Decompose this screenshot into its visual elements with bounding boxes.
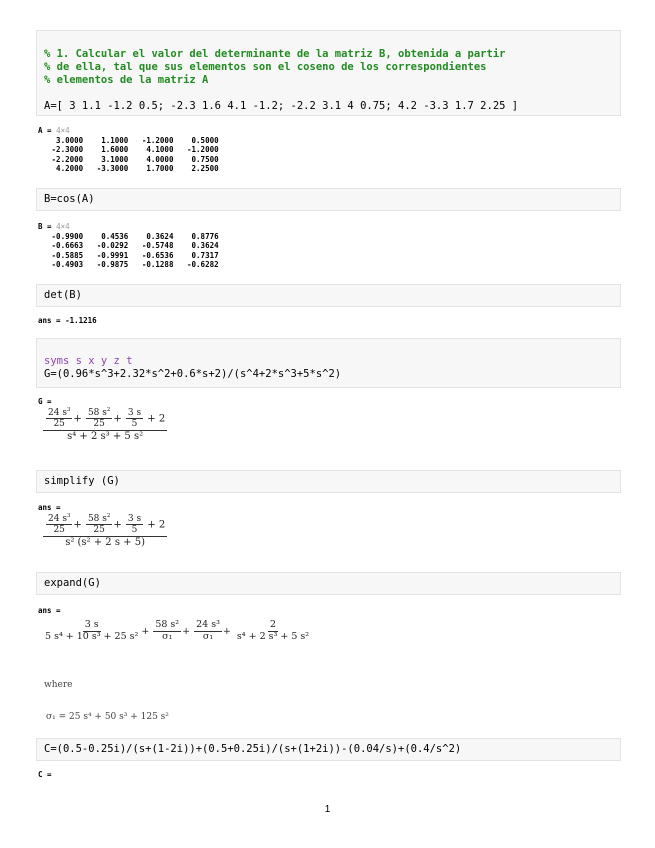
fraction-g-denominator: s⁴ + 2 s³ + 5 s² [67,430,144,442]
fraction-g [43,408,167,442]
output-g-header: G = [38,397,52,406]
output-simplify-formula [42,514,168,548]
output-expand-formula: $\frac{3 s}{\text{5 s⁴ + 10 s³ + 25 s²}}$ + $\frac{\text{58 s²}}{\text{σ₁}}$ + $\frac{\text{24 s³}}{\text{σ₁}}$ + $\frac{2}{\text{s⁴ + 2 s³ + 5 s²}}$ [45,619,310,642]
page-number: 1 [324,804,331,815]
where-label: where [44,680,73,690]
code-block-c[interactable] [36,738,621,761]
fraction-simplify-numerator: $\frac{24 s^3}{25}$ + $\frac{58 s^2}{25}$ + $\frac{3 s}{5}$ + 2 [43,514,167,537]
coef-b: $\frac{58 s^2}{25}$ [87,407,111,430]
code-block-matrix-a[interactable] [36,30,621,116]
expand-term-3: $\frac{\text{24 s³}}{\text{σ₁}}$ [196,619,220,642]
output-a-row-3: -2.2000 3.1000 4.0000 0.7500 [38,154,219,164]
code-line-expand: expand(G) [44,577,101,589]
output-b-row-2: -0.6663 -0.0292 -0.5748 0.3624 [38,241,219,251]
coef-c: $\frac{3 s}{5}$ [127,408,142,430]
sigma-definition: σ₁ = 25 s⁴ + 50 s³ + 125 s² [46,712,169,722]
coef-a: $\frac{24 s^3}{25}$ [48,407,71,430]
fraction-simplify [43,514,167,548]
output-det: ans = -1.1216 [38,316,97,325]
code-line-simplify: simplify (G) [44,475,120,487]
output-c-header: C = [38,770,52,779]
syms-variables: s x y z t [69,355,133,367]
code-block-syms[interactable] [36,338,621,388]
code-line-det: det(B) [44,289,82,301]
code-block-expand[interactable] [36,572,621,595]
code-block-cos[interactable] [36,188,621,211]
output-a-row-2: -2.3000 1.6000 4.1000 -1.2000 [38,145,219,155]
comment-line-3: % elementos de la matriz A [44,74,209,86]
output-matrix-b [38,222,219,270]
output-b-size: 4×4 [56,222,70,231]
output-a-row-4: 4.2000 -3.3000 1.7000 2.2500 [38,164,219,174]
fraction-g-numerator: $\frac{24 s^3}{25}$ + $\frac{58 s^2}{25}$ + $\frac{3 s}{5}$ + 2 [43,408,167,431]
code-block-simplify[interactable] [36,470,621,493]
code-line-c: C=(0.5-0.25i)/(s+(1-2i))+(0.5+0.25i)/(s+(1+2i))-(0.04/s)+(0.4/s^2) [44,743,462,755]
output-a-row-1: 3.0000 1.1000 -1.2000 0.5000 [38,135,219,145]
syms-keyword: syms [44,355,70,367]
output-b-row-1: -0.9900 0.4536 0.3624 0.8776 [38,231,219,241]
code-line-a: A=[ 3 1.1 -1.2 0.5; -2.3 1.6 4.1 -1.2; -2.2 3.1 4 0.75; 4.2 -3.3 1.7 2.25 ] [44,100,519,112]
output-a-size: 4×4 [56,126,70,135]
output-g-formula [42,408,168,442]
output-expand-header: ans = [38,606,61,615]
output-b-header: B = [38,222,52,231]
code-line-g: G=(0.96*s^3+2.32*s^2+0.6*s+2)/(s^4+2*s^3+5*s^2) [44,368,342,380]
expand-term-2: $\frac{\text{58 s²}}{\text{σ₁}}$ [155,619,180,642]
code-line-b: B=cos(A) [44,193,95,205]
output-b-row-4: -0.4903 -0.9875 -0.1288 -0.6282 [38,260,219,270]
comment-line-1: % 1. Calcular el valor del determinante de la matriz B, obtenida a partir [44,48,506,60]
fraction-simplify-denominator: s² (s² + 2 s + 5) [65,536,145,548]
output-a-header: A = [38,126,52,135]
output-matrix-a [38,126,219,174]
expand-term-1: $\frac{3 s}{\text{5 s⁴ + 10 s³ + 25 s²}}$ [45,619,139,642]
output-simplify-header: ans = [38,503,61,512]
comment-line-2: % de ella, tal que sus elementos son el coseno de los correspondientes [44,61,487,73]
output-b-row-3: -0.5885 -0.9991 -0.6536 0.7317 [38,250,219,260]
expand-term-4: $\frac{2}{\text{s⁴ + 2 s³ + 5 s²}}$ [236,619,310,642]
code-block-det[interactable] [36,284,621,307]
